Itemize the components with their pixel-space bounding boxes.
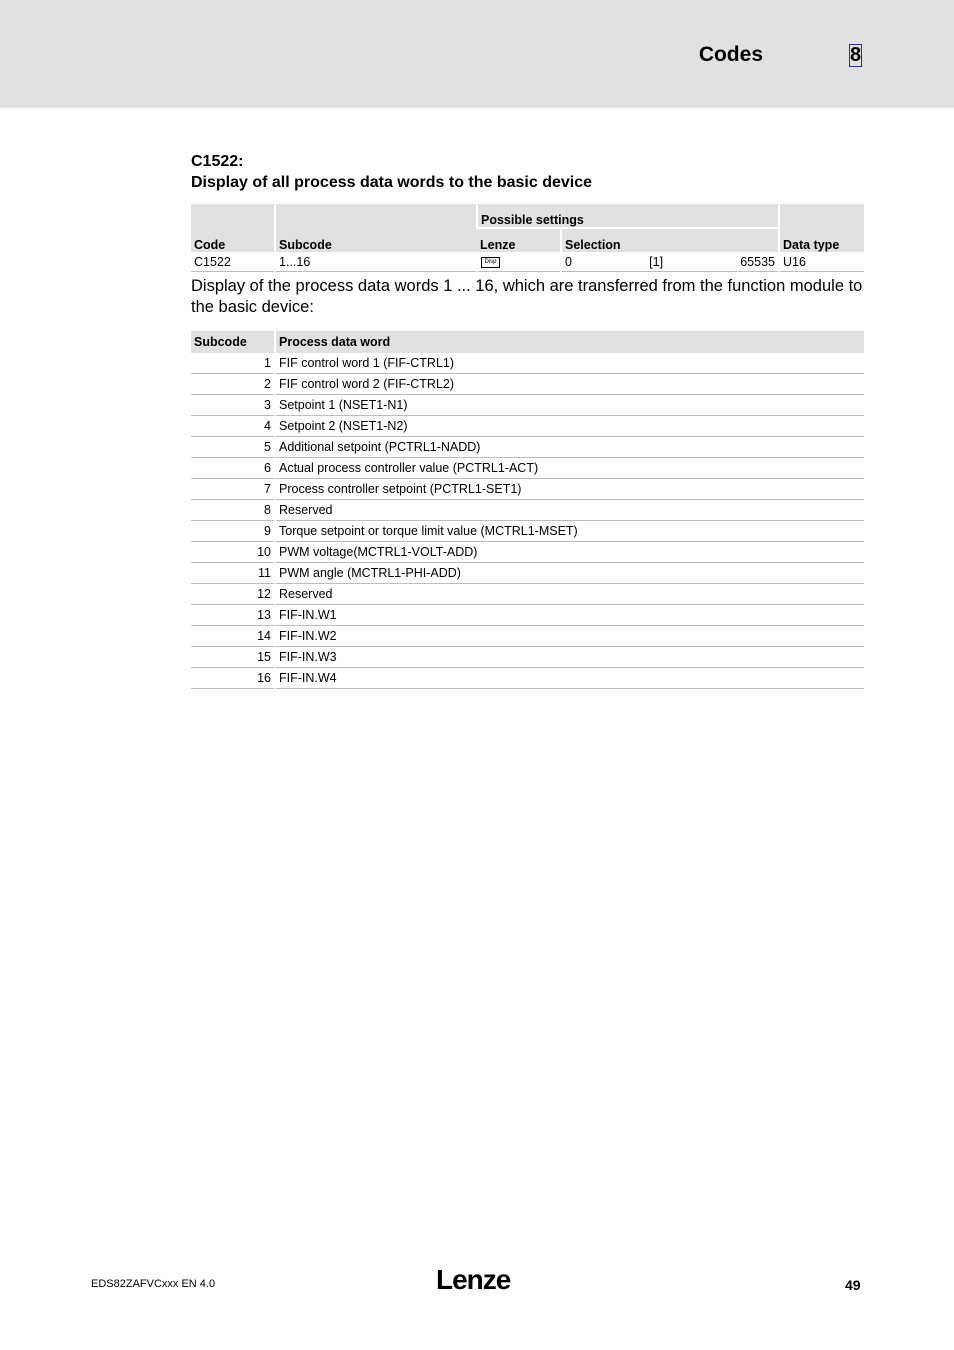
selection-max: 65535 [740, 254, 775, 269]
row-process-data-word: Reserved [275, 500, 864, 521]
cell-subcode: 1...16 [275, 252, 477, 272]
table-row [191, 626, 864, 647]
selection-min: 0 [565, 254, 572, 269]
header-subcode: Subcode [191, 331, 275, 353]
header-lenze: Lenze [477, 228, 561, 252]
display-only-icon: Disp [481, 257, 500, 268]
row-subcode: 2 [191, 374, 275, 395]
row-subcode: 13 [191, 605, 275, 626]
row-subcode: 5 [191, 437, 275, 458]
chapter-number-link[interactable]: 8 [850, 44, 862, 66]
table-row [191, 668, 864, 689]
row-process-data-word: Actual process controller value (PCTRL1-ACT) [275, 458, 864, 479]
row-subcode: 12 [191, 584, 275, 605]
header-process-data-word: Process data word [275, 331, 864, 353]
row-subcode: 6 [191, 458, 275, 479]
row-process-data-word: FIF-IN.W3 [275, 647, 864, 668]
table-row [191, 416, 864, 437]
code-settings-table [191, 204, 864, 272]
row-subcode: 9 [191, 521, 275, 542]
row-subcode: 15 [191, 647, 275, 668]
row-subcode: 11 [191, 563, 275, 584]
row-subcode: 16 [191, 668, 275, 689]
table-row [191, 647, 864, 668]
table-row [191, 584, 864, 605]
description-text: Display of the process data words 1 ... 16, which are transferred from the function module to the basic device: [191, 277, 863, 316]
row-process-data-word: Setpoint 2 (NSET1-N2) [275, 416, 864, 437]
row-process-data-word: FIF control word 1 (FIF-CTRL1) [275, 353, 864, 374]
code-number: C1522: [191, 153, 244, 170]
header-code: Code [191, 204, 275, 252]
row-process-data-word: Additional setpoint (PCTRL1-NADD) [275, 437, 864, 458]
cell-code: C1522 [191, 252, 275, 272]
header-subcode: Subcode [275, 204, 477, 252]
table-row [191, 521, 864, 542]
row-process-data-word: FIF control word 2 (FIF-CTRL2) [275, 374, 864, 395]
row-process-data-word: FIF-IN.W4 [275, 668, 864, 689]
page-number: 49 [845, 1277, 861, 1293]
chapter-title: Codes [698, 43, 763, 66]
table-row [191, 500, 864, 521]
row-process-data-word: PWM angle (MCTRL1-PHI-ADD) [275, 563, 864, 584]
cell-selection [561, 252, 779, 272]
row-process-data-word: Reserved [275, 584, 864, 605]
table-row [191, 395, 864, 416]
row-subcode: 7 [191, 479, 275, 500]
row-subcode: 4 [191, 416, 275, 437]
selection-step: [1] [649, 254, 664, 269]
document-id: EDS82ZAFVCxxx EN 4.0 [91, 1278, 216, 1290]
row-subcode: 1 [191, 353, 275, 374]
row-subcode: 3 [191, 395, 275, 416]
page-header [0, 0, 954, 108]
row-process-data-word: FIF-IN.W1 [275, 605, 864, 626]
code-title: Display of all process data words to the basic device [191, 174, 593, 191]
row-process-data-word: PWM voltage(MCTRL1-VOLT-ADD) [275, 542, 864, 563]
cell-lenze [477, 252, 561, 272]
table-row [191, 458, 864, 479]
row-process-data-word: Setpoint 1 (NSET1-N1) [275, 395, 864, 416]
row-process-data-word: FIF-IN.W2 [275, 626, 864, 647]
header-data-type: Data type [779, 204, 864, 252]
lenze-logo: Lenze [436, 1264, 511, 1295]
header-possible-settings: Possible settings [477, 204, 779, 228]
table-row [191, 479, 864, 500]
row-subcode: 8 [191, 500, 275, 521]
table-row [191, 353, 864, 374]
table-row [191, 542, 864, 563]
table-row [191, 563, 864, 584]
table-row [191, 374, 864, 395]
table-row [191, 252, 864, 272]
row-process-data-word: Torque setpoint or torque limit value (MCTRL1-MSET) [275, 521, 864, 542]
row-process-data-word: Process controller setpoint (PCTRL1-SET1) [275, 479, 864, 500]
cell-data-type: U16 [779, 252, 864, 272]
header-selection: Selection [561, 228, 779, 252]
process-data-table [191, 331, 864, 689]
table-row [191, 605, 864, 626]
table-row [191, 437, 864, 458]
row-subcode: 10 [191, 542, 275, 563]
row-subcode: 14 [191, 626, 275, 647]
section-heading [191, 151, 592, 193]
